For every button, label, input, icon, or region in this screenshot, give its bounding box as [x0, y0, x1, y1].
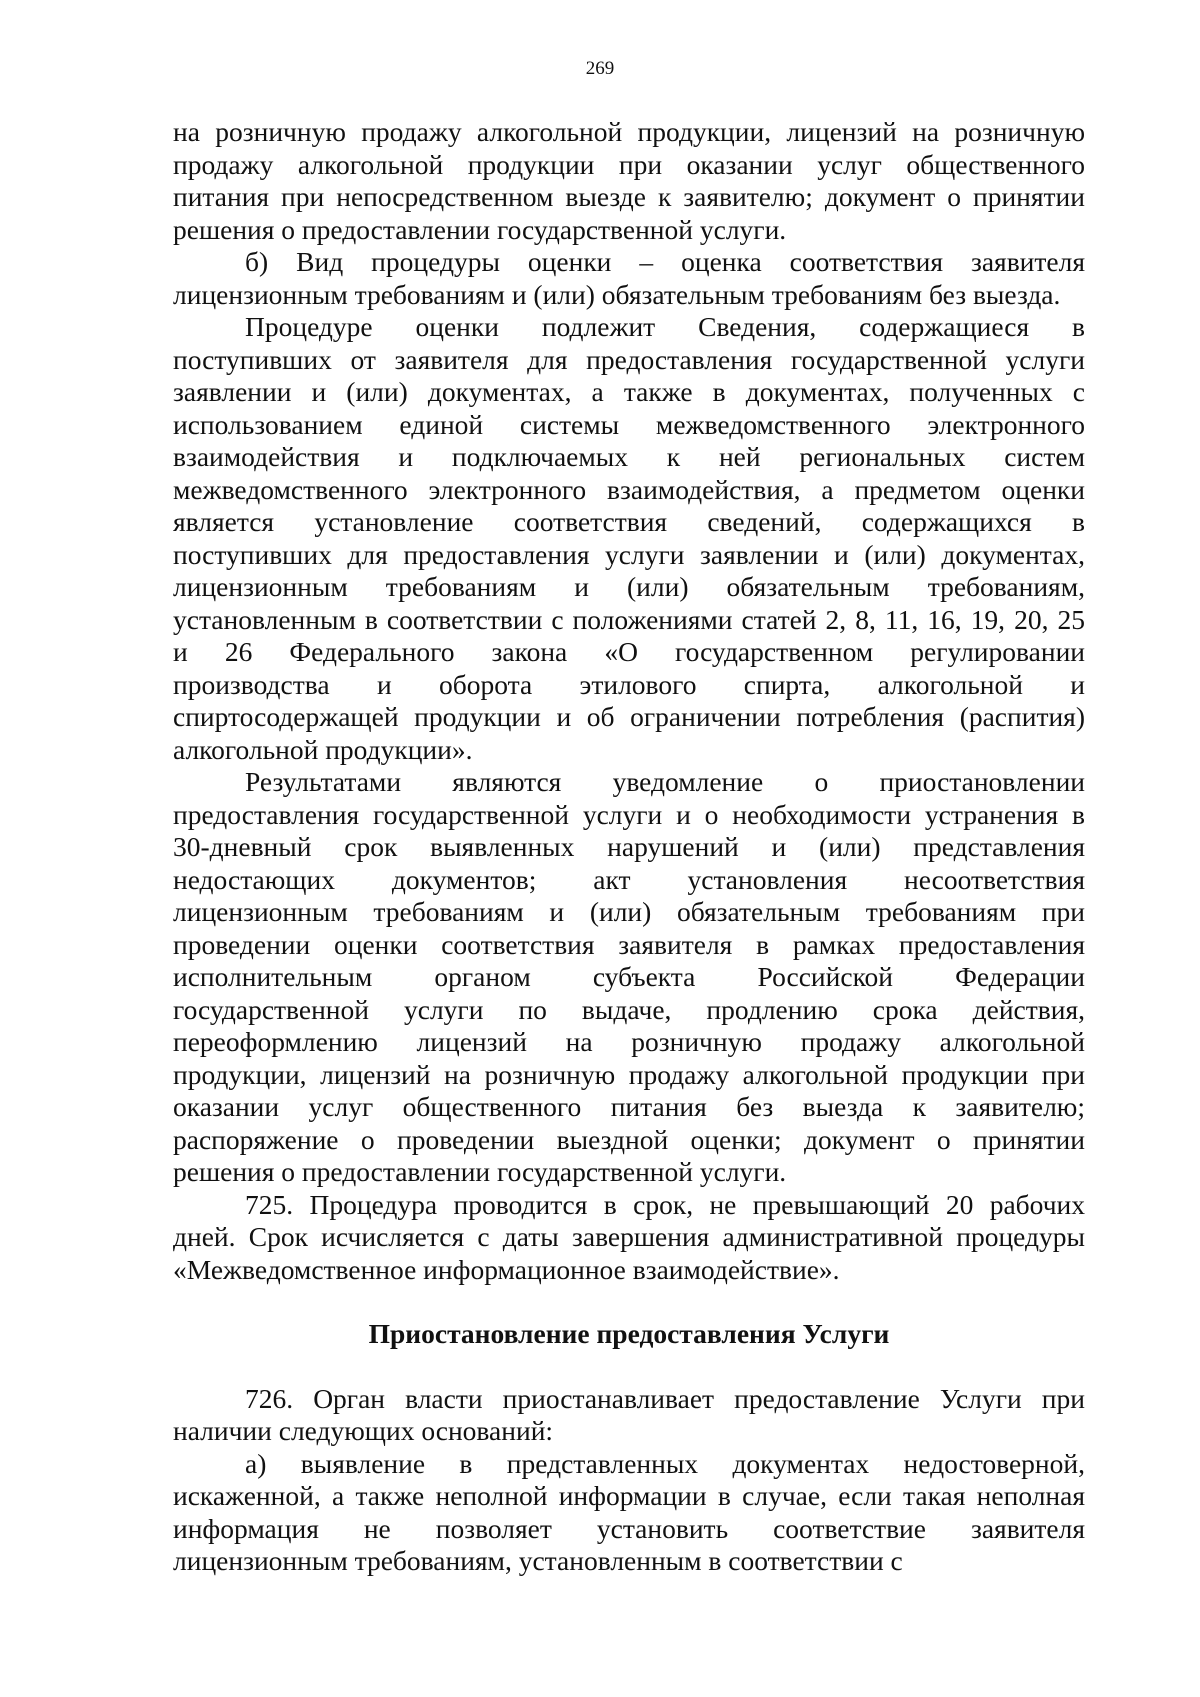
text-line: использованием единой системы межведомственного электронного — [173, 408, 1085, 440]
text-line: недостающих документов; акт установления несоответствия — [173, 863, 1085, 895]
section-heading: Приостановление предоставления Услуги — [368, 1318, 890, 1349]
paragraph — [173, 1189, 1085, 1287]
text-line: взаимодействия и подключаемых к ней региональных систем — [173, 441, 1085, 472]
paragraph — [173, 311, 1085, 766]
text-line: лицензионным требованиям и (или) обязательным требованиям без выезда. — [173, 278, 1061, 310]
text-line: лицензионным требованиям и (или) обязательным требованиям при — [173, 896, 1085, 927]
text-line: распоряжение о проведении выездной оценки; документ о принятии — [173, 1123, 1085, 1155]
text-line: предоставления государственной услуги и о необходимости устранения в — [173, 798, 1085, 830]
text-line: производства и оборота этилового спирта, алкогольной и — [173, 668, 1085, 700]
text-line: информация не позволяет установить соответствие заявителя — [173, 1512, 1085, 1544]
text-line: исполнительным органом субъекта Российской Федерации — [173, 961, 1085, 992]
text-line: является установление соответствия сведений, содержащихся в — [173, 506, 1085, 537]
section-spacer — [173, 1351, 1085, 1383]
text-line: продажу алкогольной продукции при оказании услуг общественного — [173, 148, 1085, 180]
text-line: 726. Орган власти приостанавливает предоставление Услуги при — [245, 1382, 1085, 1414]
page-number: 269 — [585, 58, 615, 79]
paragraph — [173, 1448, 1085, 1578]
text-line: а) выявление в представленных документах недостоверной, — [245, 1447, 1085, 1479]
text-line: продукции, лицензий на розничную продажу алкогольной продукции при — [173, 1058, 1085, 1090]
text-line: б) Вид процедуры оценки – оценка соответствия заявителя — [245, 246, 1085, 277]
text-line: 30-дневный срок выявленных нарушений и (или) представления — [173, 831, 1085, 862]
text-line: наличии следующих оснований: — [173, 1415, 554, 1446]
document-body — [173, 116, 1085, 1578]
text-line: лицензионным требованиям, установленным в соответствии с — [173, 1545, 903, 1576]
text-line: межведомственного электронного взаимодействия, а предметом оценки — [173, 473, 1085, 505]
text-line: и 26 Федерального закона «О государственном регулировании — [173, 636, 1085, 667]
paragraph — [173, 116, 1085, 246]
text-line: искаженной, а также неполной информации в случае, если такая неполная — [173, 1480, 1085, 1511]
paragraph — [173, 1383, 1085, 1448]
paragraph — [173, 246, 1085, 311]
text-line: поступивших от заявителя для предоставления государственной услуги — [173, 343, 1085, 375]
text-line: заявлении и (или) документах, а также в документах, полученных с — [173, 376, 1085, 407]
paragraph — [173, 766, 1085, 1189]
text-line: дней. Срок исчисляется с даты завершения административной процедуры — [173, 1221, 1085, 1252]
text-line: решения о предоставлении государственной услуги. — [173, 1156, 787, 1187]
section-spacer — [173, 1286, 1085, 1318]
text-line: алкогольной продукции». — [173, 733, 473, 765]
text-line: оказании услуг общественного питания без выезда к заявителю; — [173, 1091, 1085, 1122]
text-line: лицензионным требованиям и (или) обязательным требованиям, — [173, 571, 1085, 602]
text-line: установленным в соответствии с положениями статей 2, 8, 11, 16, 19, 20, 25 — [173, 603, 1085, 635]
text-line: «Межведомственное информационное взаимодействие». — [173, 1253, 840, 1285]
text-line: поступивших для предоставления услуги заявлении и (или) документах, — [173, 538, 1085, 570]
text-line: спиртосодержащей продукции и об ограничении потребления (распития) — [173, 701, 1085, 732]
text-line: проведении оценки соответствия заявителя в рамках предоставления — [173, 928, 1085, 960]
text-line: Результатами являются уведомление о приостановлении — [245, 766, 1085, 797]
text-line: решения о предоставлении государственной услуги. — [173, 213, 787, 245]
text-line: Процедуре оценки подлежит Сведения, содержащиеся в — [245, 311, 1085, 342]
text-line: на розничную продажу алкогольной продукции, лицензий на розничную — [173, 116, 1085, 147]
text-line: переоформлению лицензий на розничную продажу алкогольной — [173, 1026, 1085, 1057]
text-line: питания при непосредственном выезде к заявителю; документ о принятии — [173, 181, 1085, 212]
text-line: 725. Процедура проводится в срок, не превышающий 20 рабочих — [245, 1188, 1085, 1220]
text-line: государственной услуги по выдаче, продлению срока действия, — [173, 993, 1085, 1025]
